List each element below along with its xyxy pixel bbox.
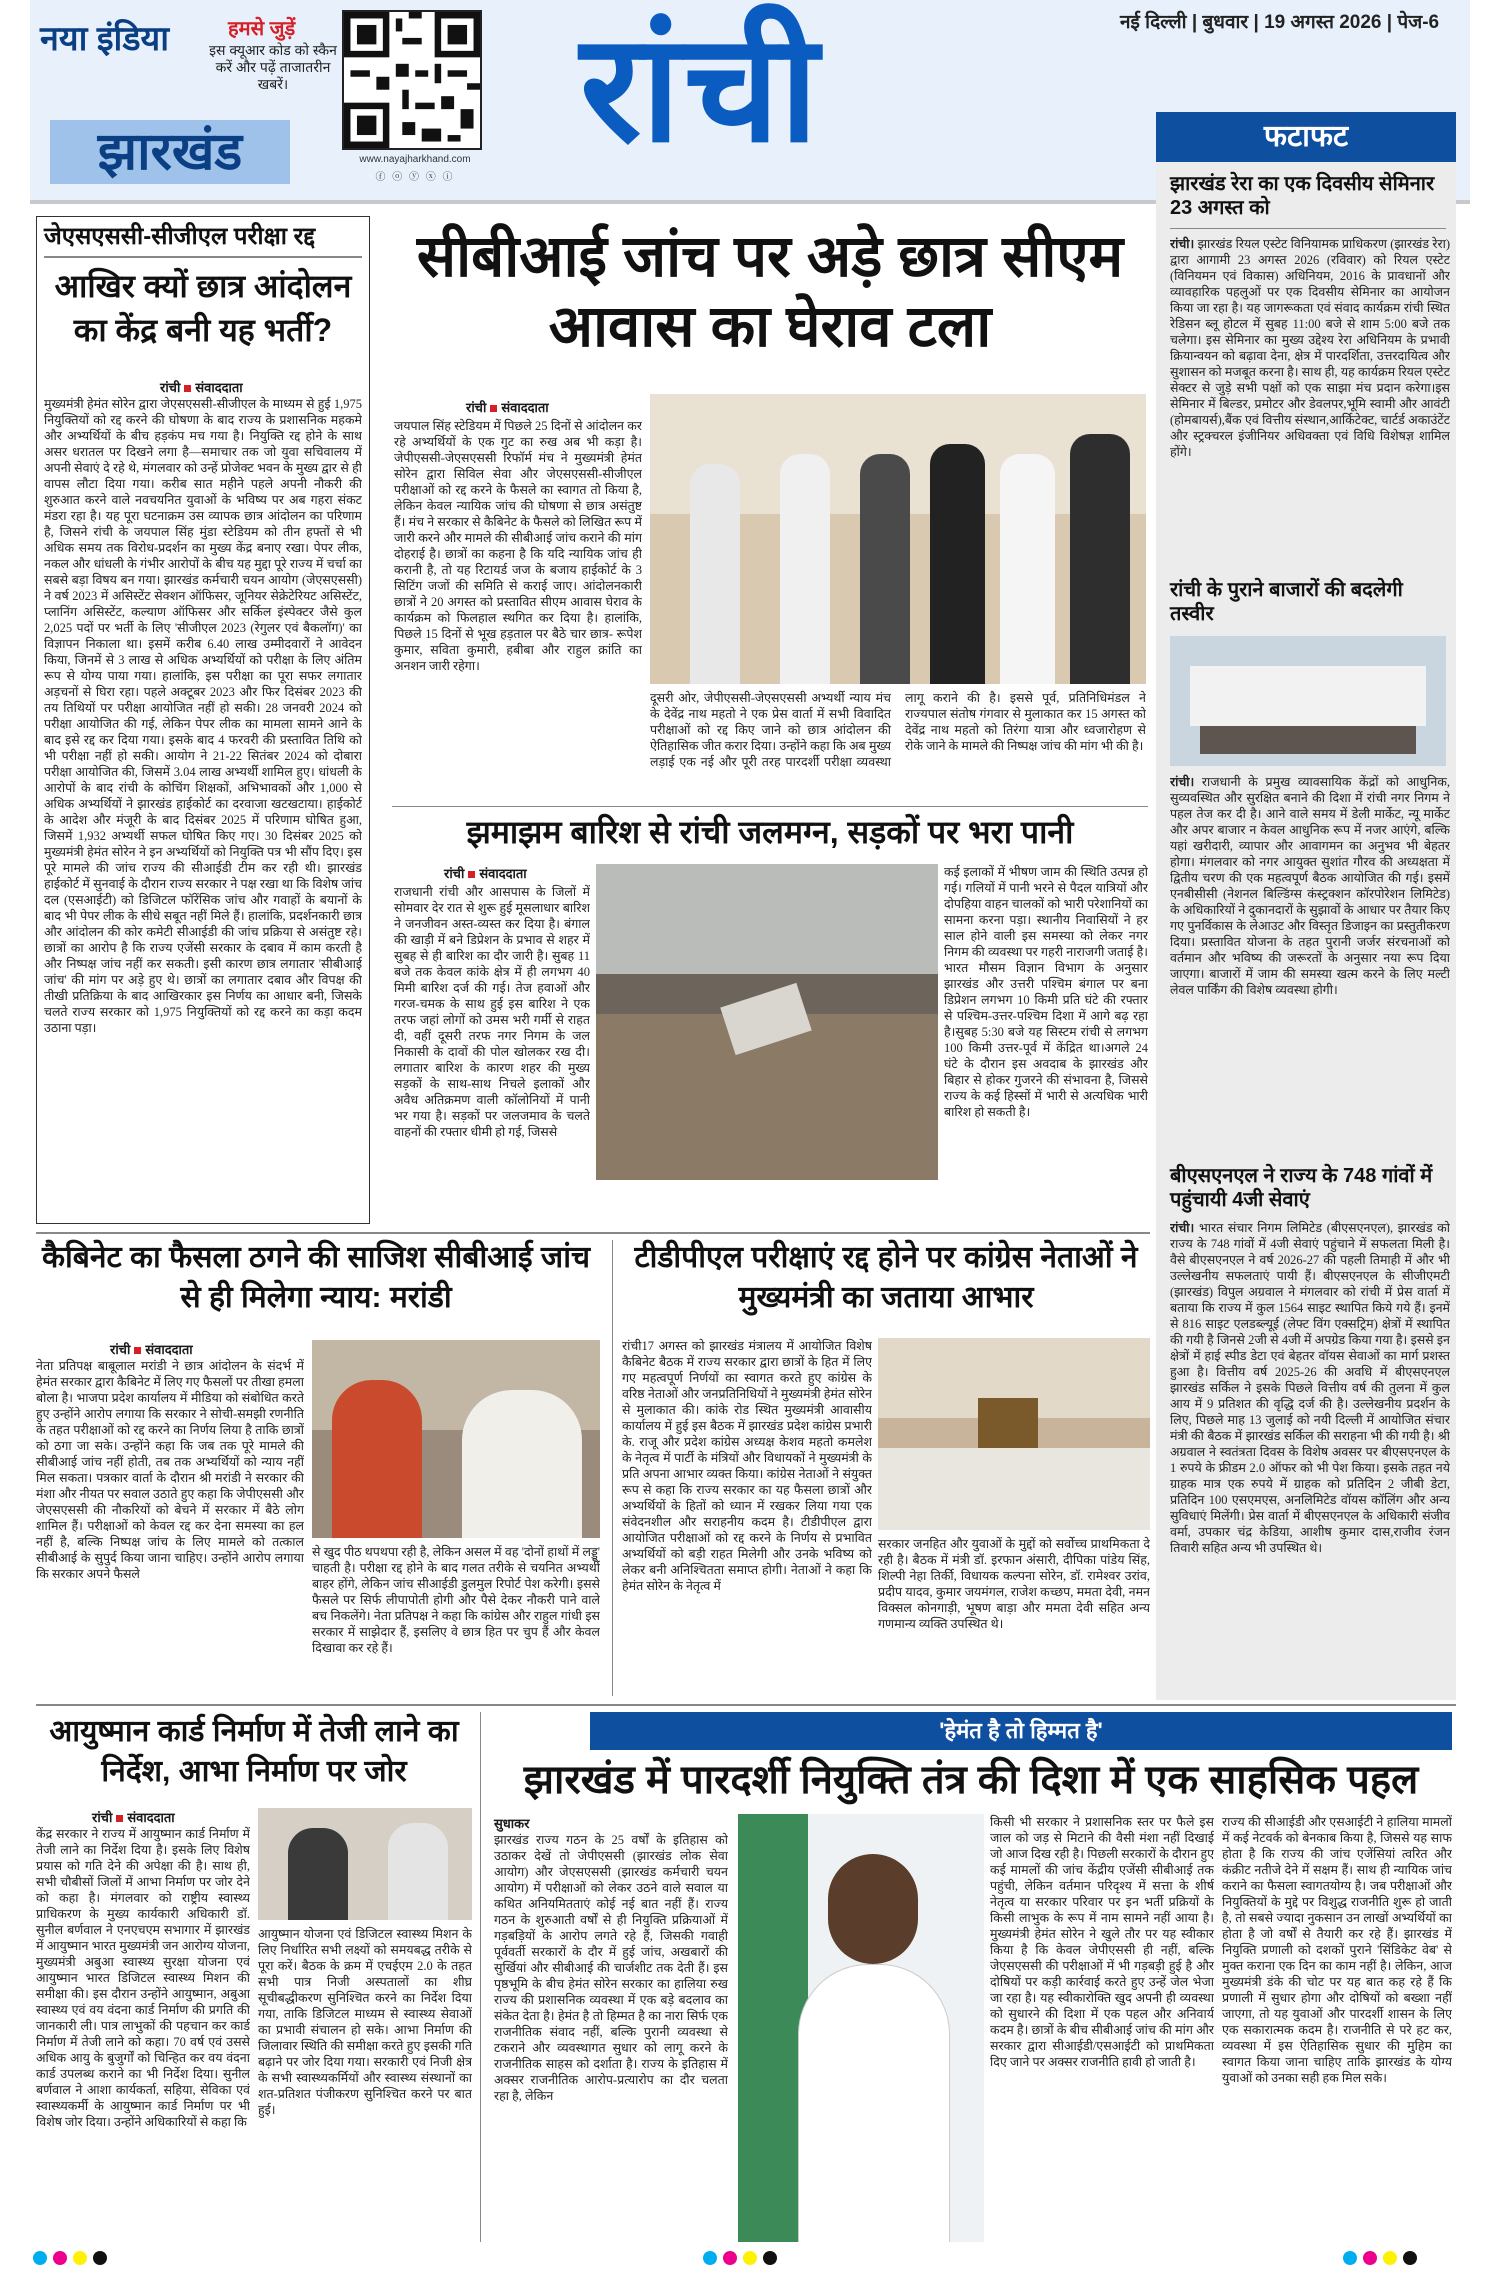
story-g-body-3: राज्य की सीआईडी और एसआईटी ने हालिया मामलों में कई नेटवर्क को बेनकाब किया है, जिससे यह साफ होता है कि राज्य की जांच एजेंसियां त्वरित और कंक्रीट नतीजे देने में सक्षम हैं। साथ ही न्यायिक जांच कराने का फैसला स्वागतयोग्य है। जब परीक्षाओं और नियुक्तियों के मुद्दे पर विशुद्ध राजनीति शुरू हो जाती है, तो सबसे ज्यादा नुकसान उन लाखों अभ्यर्थियों का होता है जो वर्षों से तैयारी कर रहे हैं। झारखंड में नियुक्ति प्रणाली को दशकों पुराने 'सिंडिकेट वेब' से मुक्त कराना एक दिन का काम नहीं है। लेकिन, आज मुख्यमंत्री डंके की चोट पर यह बात कह रहे हैं कि प्रणाली में सुधार होगा और दोषियों को बख्शा नहीं जाएगा, तो यह युवाओं और पारदर्शी शासन के लिए एक सकारात्मक कदम है। राजनीति से परे हट कर, व्यवस्था में इस ऐतिहासिक सुधार की मुहिम का स्वागत किया जाना चाहिए ताकि झारखंड के योग्य युवाओं को उनका सही हक मिल सके। [1222, 1815, 1452, 2085]
print-registration-bar [0, 2247, 1500, 2269]
divider [36, 1704, 1456, 1706]
social-icons: ⓕ ⓞ ⓨ ⓧ ⓘ [375, 172, 455, 183]
sidebar-story2-headline[interactable]: रांची के पुराने बाजारों की बदलेगी तस्वीर [1170, 579, 1403, 625]
story-b-body-2: दूसरी ओर, जेपीएससी-जेएसएससी अभ्यर्थी न्याय मंच के देवेंद्र नाथ महतो ने एक प्रेस वार्ता में सभी विवादित परीक्षाओं को रद्द किए जाने को छात्र आंदोलन की ऐतिहासिक जीत करार दिया। उन्होंने कहा कि अब मुख्य लड़ाई एक नई और पूरी तरह पारदर्शी परीक्षा व्यवस्था लागू कराने की है। इससे पूर्व, प्रतिनिधिमंडल ने राज्यपाल संतोष गंगवार से मुलाकात कर 15 अगस्त को देवेंद्र नाथ महतो को तिरंगा यात्रा और ध्वजारोहण से रोके जाने के मामले की निष्पक्ष जांच की मांग भी की है। [650, 691, 1146, 769]
story-d-body-2: से खुद पीठ थपथपा रही है, लेकिन असल में वह 'दोनों हाथों में लड्डू' चाहती है। परीक्षा रद्द होने के बाद गलत तरीके से चयनित अभ्यर्थी बाहर होंगे, लेकिन जांच सीआईडी डुलमुल रिपोर्ट पेश करेगी। इससे फैसले पर सिर्फ लीपापोती होगी और पैसे देकर नौकरी पाने वाले बच निकलेंगे। नेता प्रतिपक्ष ने कहा कि कांग्रेस और राहुल गांधी इस सरकार में साझेदार हैं, इसलिए वे छात्र हित पर चुप हैं और केवल दिखावा कर रहे हैं। [312, 1545, 600, 1655]
story-b-body: जयपाल सिंह स्टेडियम में पिछले 25 दिनों से आंदोलन कर रहे अभ्यर्थियों के एक गुट का रुख अब भी कड़ा है। जेपीएससी-जेएसएससी रिफॉर्म मंच ने मुख्यमंत्री हेमंत सोरेन द्वारा सिविल सेवा और जेएसएससी-सीजीएल परीक्षाओं को रद्द करने के फैसले का स्वागत तो किया है, लेकिन केवल न्यायिक जांच की घोषणा से छात्र असंतुष्ट हैं। मंच ने सरकार से कैबिनेट के फैसले को लिखित रूप में जारी करने और मामले की सीबीआई जांच कराने की मांग दोहराई है। छात्रों का कहना है कि यदि न्यायिक जांच ही करानी है, तो यह रिटायर्ड जज के बजाय हाईकोर्ट के 3 सिटिंग जजों की समिति से कराई जाए। आंदोलनकारी छात्रों ने 20 अगस्त को प्रस्तावित सीएम आवास घेराव के कार्यक्रम को फिलहाल स्थगित कर दिया है। हालांकि, पिछले 15 दिनों से भूख हड़ताल पर बैठे चार छात्र- रूपेश कुमार, सविता कुमारी, हबीबा और राहुल क्रांति का अनशन जारी रहेगा। [394, 419, 642, 673]
press-conference-photo [312, 1340, 600, 1538]
congress-meeting-photo [878, 1338, 1150, 1530]
sidebar-story1-body: रांची। झारखंड रियल एस्टेट विनियामक प्राधिकरण (झारखंड रेरा) द्वारा आगामी 23 अगस्त 2026 (रविवार) को रियल एस्टेट (विनियमन एवं विकास) अधिनियम, 2016 के प्रावधानों और व्यावहारिक पहलुओं पर एक दिवसीय सेमिनार का आयोजन किया जा रहा है। यह जागरूकता एवं संवाद कार्यक्रम रांची स्थित रेडिसन ब्लू होटल में सुबह 11:00 बजे से शाम 5:00 बजे तक चलेगा। इस सेमिनार का मुख्य उद्देश्य रेरा अधिनियम के प्रभावी क्रियान्वयन को बढ़ावा देना, क्षेत्र में पारदर्शिता, उत्तरदायित्व और सुशासन को मजबूत करना है। साथ ही, यह कार्यक्रम रियल एस्टेट सेक्टर से जुड़े सभी पक्षों को एक साझा मंच प्रदान करेगा।इस सेमिनार में बिल्डर, प्रमोटर और डेवलपर,भूमि स्वामी और आवंटी (होमबायर्स),बैंक एवं वित्तीय संस्थान,आर्किटेक्ट, चार्टर्ड अकाउंटेंट और स्ट्रक्चरल इंजीनियर अधिवक्ता एवं विधि विशेषज्ञ शामिल होंगे। [1170, 237, 1450, 459]
story-d-body: नेता प्रतिपक्ष बाबूलाल मरांडी ने छात्र आंदोलन के संदर्भ में हेमंत सरकार द्वारा कैबिनेट में लिए गए फैसलों पर तीखा हमला बोला है। भाजपा प्रदेश कार्यालय में मीडिया को संबोधित करते हुए उन्होंने आरोप लगाया कि सरकार ने सोची-समझी रणनीति के तहत परीक्षाओं को रद्द करने का निर्णय लिया है ताकि छात्रों को ठगा जा सके। उन्होंने कहा कि जब तक पूरे मामले की सीबीआई जांच नहीं होती, तब तक अभ्यर्थियों को न्याय नहीं मिल सकता। पत्रकार वार्ता के दौरान श्री मरांडी ने सरकार की मंशा और नीयत पर सवाल उठाते हुए कहा कि जेपीएससी और जेएसएससी की नौकरियों को बेचने में सरकार में बैठे लोग शामिल हैं। परीक्षाओं को केवल रद्द कर देना समस्या का हल नहीं है, बल्कि निष्पक्ष जांच के लिए मामले को तत्काल सीबीआई के सुपुर्द किया जाना चाहिए। उन्होंने आरोप लगाया कि सरकार अपने फैसले [36, 1359, 304, 1581]
bullet-icon [184, 385, 191, 392]
story-e-body: रांची17 अगस्त को झारखंड मंत्रालय में आयोजित विशेष कैबिनेट बैठक में राज्य सरकार द्वारा छात्रों के हित में लिए गए महत्वपूर्ण निर्णयों का स्वागत करते हुए कांग्रेस के वरिष्ठ नेताओं और जनप्रतिनिधियों ने मुख्यमंत्री हेमंत सोरेन से मुलाकात की। कांके रोड स्थित मुख्यमंत्री आवासीय कार्यालय में हुई इस बैठक में झारखंड प्रदेश कांग्रेस प्रभारी के. राजू और प्रदेश कांग्रेस अध्यक्ष केशव महतो कमलेश के नेतृत्व में पार्टी के मंत्रियों और विधायकों ने मुख्यमंत्री के प्रति अपना आभार व्यक्त किया। कांग्रेस नेताओं ने संयुक्त रूप से कहा कि राज्य सरकार का यह फैसला छात्रों और अभ्यर्थियों के हितों को ध्यान में रखकर लिया गया एक संवेदनशील और सराहनीय कदम है। टीडीपीएल द्वारा आयोजित परीक्षाओं को रद्द करने के निर्णय से प्रभावित अभ्यर्थियों को बड़ी राहत मिलेगी और उनके भविष्य को लेकर बनी अनिश्चितता समाप्त होगी। नेताओं ने कहा कि हेमंत सोरेन के नेतृत्व में [622, 1339, 872, 1593]
story-a-kicker: जेएसएससी-सीजीएल परीक्षा रद्द [44, 223, 316, 250]
story-c-body: राजधानी रांची और आसपास के जिलों में सोमवार देर रात से शुरू हुई मूसलाधार बारिश ने जनजीवन अस्त-व्यस्त कर दिया है। बंगाल की खाड़ी में बने डिप्रेशन के प्रभाव से शहर में सुबह से ही बारिश का दौर जारी है। सुबह 11 बजे तक केवल कांके क्षेत्र में ही लगभग 40 मिमी बारिश दर्ज की गई। तेज हवाओं और गरज-चमक के साथ हुई इस बारिश ने एक तरफ जहां लोगों को उमस भरी गर्मी से राहत दी, वहीं दूसरी तरफ नगर निगम के जल निकासी के दावों की पोल खोलकर रख दी। लगातार बारिश के कारण शहर की मुख्य सड़कों के साथ-साथ निचले इलाकों और अवैध अतिक्रमण वाली कॉलोनियों में पानी भर गया है। सड़कों पर जलजमाव के चलते वाहनों की रफ्तार धीमी हो गई, जिससे [394, 885, 590, 1139]
bullet-icon [116, 1815, 123, 1822]
story-c-body-2: कई इलाकों में भीषण जाम की स्थिति उत्पन्न हो गई। गलियों में पानी भरने से पैदल यात्रियों और दोपहिया वाहन चालकों को भारी परेशानियों का सामना करना पड़ा। स्थानीय निवासियों ने हर साल होने वाली इस समस्या को लेकर नगर निगम की व्यवस्था पर गहरी नाराजगी जताई है। भारत मौसम विज्ञान विभाग के अनुसार झारखंड और उत्तरी पश्चिम बंगाल पर बना डिप्रेशन लगभग 10 किमी प्रति घंटे की रफ्तार से पश्चिम-उत्तर-पश्चिम दिशा में आगे बढ़ रहा है।सुबह 5:30 बजे यह सिस्टम रांची से लगभग 100 किमी उत्तर-पूर्व में केंद्रित था।अगले 24 घंटे के दौरान इस अवदाब के झारखंड और बिहार से होकर गुजरने की संभावना है, जिससे राज्य के कई हिस्सों में भारी से अत्यधिक भारी बारिश हो सकती है। [944, 865, 1148, 1119]
section-city: रांची [580, 4, 823, 172]
story-g-headline[interactable]: झारखंड में पारदर्शी नियुक्ति तंत्र की दिशा में एक साहसिक पहल [523, 1758, 1419, 1802]
qr-code-icon[interactable] [342, 10, 482, 150]
divider [1170, 228, 1446, 229]
story-e-headline[interactable]: टीडीपीएल परीक्षाएं रद्द होने पर कांग्रेस नेताओं ने मुख्यमंत्री का जताया आभार [634, 1241, 1138, 1314]
story-d-byline: रांची संवाददाता [110, 1342, 193, 1357]
story-a-headline[interactable]: आखिर क्यों छात्र आंदोलन का केंद्र बनी यह भर्ती? [54, 268, 352, 348]
story-c-byline: रांची संवाददाता [444, 866, 527, 881]
qr-url: www.nayajharkhand.com [359, 154, 471, 165]
bullet-icon [468, 871, 475, 878]
dateline: नई दिल्ली | बुधवार | 19 अगस्त 2026 | पेज-6 [1120, 12, 1440, 33]
divider [392, 806, 1148, 807]
bullet-icon [490, 405, 497, 412]
sidebar-story1-headline[interactable]: झारखंड रेरा का एक दिवसीय सेमिनार 23 अगस्त को [1170, 173, 1435, 219]
story-g-body: झारखंड राज्य गठन के 25 वर्षों के इतिहास को उठाकर देखें तो जेपीएससी (झारखंड लोक सेवा आयोग) और जेएसएससी (झारखंड कर्मचारी चयन आयोग) में परीक्षाओं को लेकर उठने वाले सवाल या कथित अनियमितताएं कोई नई बात नहीं हैं। राज्य गठन के शुरुआती वर्षों से ही नियुक्ति प्रक्रियाओं में गड़बड़ियों के आरोप लगते रहे हैं, जिसकी गवाही पूर्ववर्ती सरकारों के दौर में हुई जांच, अखबारों की सुर्खियां और सीबीआई की चार्जशीट तक देती हैं। इस पृष्ठभूमि के बीच हेमंत सोरेन सरकार का हालिया रुख राज्य की प्रशासनिक व्यवस्था में एक बड़े बदलाव का संकेत देता है। हेमंत है तो हिम्मत है का नारा सिर्फ एक राजनीतिक संवाद नहीं, बल्कि पुरानी व्यवस्था से टकराने और व्यवस्थागत सुधार को लागू करने के राजनीतिक साहस को दर्शाता है। राज्य के इतिहास में अक्सर राजनीतिक आरोप-प्रत्यारोप का दौर चलता रहा है, लेकिन [494, 1833, 728, 2103]
story-f-body-2: आयुष्मान योजना एवं डिजिटल स्वास्थ्य मिशन के लिए निर्धारित सभी लक्ष्यों को समयबद्ध तरीके से पूरा करें। बैठक के क्रम में एचईएम 2.0 के तहत सभी पात्र निजी अस्पतालों का शीघ्र सूचीबद्धीकरण सुनिश्चित करने का निर्देश दिया गया, ताकि डिजिटल माध्यम से स्वास्थ्य सेवाओं का प्रभावी संचालन हो सके। आभा निर्माण की जिलावार स्थिति की समीक्षा करते हुए इसकी गति बढ़ाने पर जोर दिया गया। सरकारी एवं निजी क्षेत्र के सभी स्वास्थ्यकर्मियों और स्वास्थ्य संस्थानों का शत-प्रतिशत पंजीकरण सुनिश्चित करने पर बात हुई। [258, 1927, 472, 2117]
connect-title: हमसे जुड़ें [228, 18, 296, 40]
story-g-byline: सुधाकर [494, 1816, 530, 1831]
chief-minister-photo [738, 1814, 984, 2242]
story-g-tagline: 'हेमंत है तो हिम्मत है' [590, 1712, 1452, 1750]
story-b-headline[interactable]: सीबीआई जांच पर अड़े छात्र सीएम आवास का घेराव टला [416, 224, 1124, 359]
divider [44, 256, 362, 258]
divider [36, 1232, 1150, 1234]
story-d-headline[interactable]: कैबिनेट का फैसला ठगने की साजिश सीबीआई जांच से ही मिलेगा न्याय: मरांडी [41, 1241, 591, 1314]
bullet-icon [134, 1347, 141, 1354]
story-b-byline: रांची संवाददाता [466, 400, 549, 415]
story-c-headline[interactable]: झमाझम बारिश से रांची जलमग्न, सड़कों पर भरा पानी [466, 814, 1074, 850]
story-g-body-2: किसी भी सरकार ने प्रशासनिक स्तर पर फैले इस जाल को जड़ से मिटाने की वैसी मंशा नहीं दिखाई जो आज दिख रही है। पिछली सरकारों के दौरान हुए कई मामलों की जांच केंद्रीय एजेंसी सीबीआई तक पहुंची, लेकिन वर्तमान परिदृश्य में सत्ता के शीर्ष नेतृत्व या सरकार परिवार पर इन भर्ती प्रक्रियों के किसी लाभुक के रूप में नाम सामने नहीं आया है। मुख्यमंत्री हेमंत सोरेन ने खुले तौर पर यह स्वीकार किया है कि केवल जेपीएससी ही नहीं, बल्कि जेएसएससी की परीक्षाओं में भी गड़बड़ी हुई है और दोषियों पर कड़ी कार्रवाई करते हुए उन्हें जेल भेजा जा रहा है। यह स्वीकारोक्ति खुद अपनी ही व्यवस्था को सुधारने की दिशा में एक पहल और अनिवार्य कदम है। छात्रों के बीच सीबीआई जांच की मांग और सरकार द्वारा सीआईडी/एसआईटी को प्राथमिकता दिए जाने पर अक्सर राजनीति हावी हो जाती है। [990, 1815, 1214, 2069]
story-f-headline[interactable]: आयुष्मान कार्ड निर्माण में तेजी लाने का निर्देश, आभा निर्माण पर जोर [49, 1715, 459, 1788]
story-a-body: मुख्यमंत्री हेमंत सोरेन द्वारा जेएसएससी-सीजीएल के माध्यम से हुई 1,975 नियुक्तियों को रद्द करने की घोषणा के बाद राज्य के प्रशासनिक महकमे और अभ्यर्थियों के बीच हड़कंप मच गया है। नियुक्ति रद्द होने के साथ असर धरातल पर दिखने लगा है—समाचार तक जो युवा सचिवालय में अपनी सेवाएं दे रहे थे, मंगलवार को उन्हें प्रोजेक्ट भवन के मुख्य द्वार से ही वापस लौटा दिया गया। करीब सात महीने पहले अपनी नौकरी की शुरुआत करने वाले नवचयनित युवाओं के भविष्य पर अब गहरा संकट मंडरा रहा है। यह पूरा घटनाक्रम उस व्यापक छात्र आंदोलन का परिणाम है, जिसने रांची के जयपाल सिंह मुंडा स्टेडियम को तीन हफ्तों से भी अधिक समय तक विरोध-प्रदर्शन का मुख्य केंद्र बनाए रखा। पेपर लीक, नकल और धांधली के गंभीर आरोपों के बीच यह मुद्दा पूरे राज्य में चर्चा का सबसे बड़ा विषय बन गया। झारखंड कर्मचारी चयन आयोग (जेएसएससी) ने वर्ष 2023 में असिस्टेंट सेक्शन ऑफिसर, जूनियर सेक्रेटेरियट असिस्टेंट, प्लानिंग असिस्टेंट, कल्याण ऑफिसर और सर्किल इंस्पेक्टर जैसे कुल 2,025 पदों पर भर्ती के लिए 'सीजीएल 2023 (रेगुलर एवं बैकलॉग)' का विज्ञापन निकाला था। इसमें करीब 6.40 लाख उम्मीदवारों ने आवेदन किया, जिनमें से 3 लाख से अधिक अभ्यर्थियों को परीक्षा के लिए अंतिम रूप से योग्य पाया गया। हालांकि, इस परीक्षा का पूरा सफर लगातार अड़चनों से घिरा रहा। पहले अक्टूबर 2023 और फिर दिसंबर 2023 की तय तिथियों पर परीक्षा आयोजित नहीं हो सकी। 28 जनवरी 2024 को परीक्षा आयोजित की गई, लेकिन पेपर लीक का मामला सामने आने के बाद इसे रद्द कर दिया गया। इसके बाद 4 फरवरी की प्रस्तावित तिथि को भी परीक्षा नहीं हो सकी। आयोग ने 21-22 सितंबर 2024 को दोबारा परीक्षा आयोजित की, जिसमें 3.04 लाख अभ्यर्थी शामिल हुए। धांधली के आरोपों के बाद रांची के कोचिंग शिक्षकों, अभिभावकों और 1,000 से अधिक अभ्यर्थियों ने झारखंड हाईकोर्ट का दरवाजा खटखटाया। हाईकोर्ट के आदेश और मंजूरी के बाद दिसंबर 2025 में परिणाम घोषित हुआ, जिसमें 1,932 अभ्यर्थी सफल घोषित किए गए। 30 दिसंबर 2025 को मुख्यमंत्री हेमंत सोरेन ने इन अभ्यर्थियों को नियुक्ति पत्र भी सौंप दिए। इस पूरे मामले की जांच राज्य की सीआईडी टीम कर रही थी। झारखंड हाईकोर्ट में सुनवाई के दौरान राज्य सरकार ने पक्ष रखा था कि विशेष जांच दल (एसआईटी) को डिजिटल फॉरेंसिक जांच और गवाहों के बयानों के बाद भी पेपर लीक के सीधे सबूत नहीं मिले हैं। हालांकि, प्रदर्शनकारी छात्र और आंदोलन की कोर कमेटी सीआईडी की जांच प्रक्रिया से असंतुष्ट रहे। छात्रों का आरोप है कि राज्य एजेंसी सरकार के दबाव में काम करती है और निष्पक्ष जांच नहीं कर सकती। इसी कारण छात्र लगातार 'सीबीआई जांच' की मांग पर अड़े हुए थे। छात्रों का लगातार दबाव और विपक्ष की तीखी प्रतिक्रिया के बाद आखिरकार इस निर्णय का आधार बनी, जिसके चलते राज्य सरकार को 1,975 नियुक्तियों को रद्द करने का कड़ा कदम उठाना पड़ा। [44, 397, 362, 1035]
sidebar-story2-body: रांची। राजधानी के प्रमुख व्यावसायिक केंद्रों को आधुनिक, सुव्यवस्थित और सुरक्षित बनाने की दिशा में रांची नगर निगम ने पहल तेज कर दी है। आने वाले समय में डेली मार्केट, न्यू मार्केट और अपर बाजार न केवल आधुनिक रूप में नजर आएंगे, बल्कि यहां खरीदारी, व्यापार और आवागमन का अनुभव भी बेहतर होगा। मंगलवार को नगर आयुक्त सुशांत गौरव की अध्यक्षता में द्वितीय चरण की एक महत्वपूर्ण बैठक आयोजित की गई। इसमें एनबीसीसी (नेशनल बिल्डिंग्स कंस्ट्रक्शन कॉरपोरेशन लिमिटेड) के अधिकारियों ने दुकानदारों के सुझावों के आधार पर तैयार किए गए पुनर्विकास के लेआउट और विस्तृत डिजाइन का प्रस्तुतीकरण दिया। प्रस्तावित योजना के तहत पुरानी जर्जर संरचनाओं को वर्तमान और भविष्य की जरूरतों के अनुसार नया रूप दिया जाएगा। बाजारों में जाम की समस्या खत्म करने के लिए मल्टी लेवल पार्किंग की विशेष व्यवस्था होगी। [1170, 775, 1450, 997]
flood-photo [596, 864, 938, 1180]
divider [480, 1712, 481, 2242]
health-review-photo [258, 1808, 472, 1920]
connect-text: इस क्यूआर कोड को स्कैन करें और पढ़ें ताजातरीन खबरें। [209, 42, 337, 92]
story-f-byline: रांची संवाददाता [92, 1810, 175, 1825]
story-a-byline: रांची संवाददाता [160, 380, 243, 395]
sidebar-story3-headline[interactable]: बीएसएनएल ने राज्य के 748 गांवों में पहुंचायी 4जी सेवाएं [1170, 1165, 1433, 1211]
brand-logo: नया इंडिया [40, 20, 170, 58]
market-photo [1170, 636, 1446, 766]
sidebar-title: फटाफट [1156, 112, 1456, 162]
section-state: झारखंड [50, 120, 290, 184]
story-f-body: केंद्र सरकार ने राज्य में आयुष्मान कार्ड निर्माण में तेजी लाने का निर्देश दिया है। इसके लिए विशेष प्रयास को गति देने की अपेक्षा की है। साथ ही, सभी चौबीसों जिलों में आभा निर्माण पर जोर देने को कहा है। मंगलवार को राष्ट्रीय स्वास्थ्य प्राधिकरण के मुख्य कार्यकारी अधिकारी डॉ. सुनील बर्णवाल ने एनएचएम सभागार में झारखंड में आयुष्मान भारत मुख्यमंत्री जन आरोग्य योजना, मुख्यमंत्री अबुआ स्वास्थ्य सुरक्षा योजना एवं आयुष्मान भारत डिजिटल स्वास्थ्य मिशन की समीक्षा की। इस दौरान उन्होंने आयुष्मान, अबुआ स्वास्थ्य एवं वय वंदना कार्ड निर्माण की प्रगति की जानकारी ली। पात्र लाभुकों की पहचान कर कार्ड निर्माण में तेजी लाने को कहा। 70 वर्ष एवं उससे अधिक आयु के बुजुर्गों को चिन्हित कर वय वंदना कार्ड उपलब्ध कराने का भी निर्देश दिया। सुनील बर्णवाल ने आशा कार्यकर्ता, सहिया, सेविका एवं स्वास्थ्यकर्मी के आयुष्मान कार्ड निर्माण पर भी विशेष जोर दिया। उन्होंने अधिकारियों से कहा कि [36, 1827, 250, 2129]
students-meeting-photo [650, 394, 1146, 684]
story-e-body-2: सरकार जनहित और युवाओं के मुद्दों को सर्वोच्च प्राथमिकता दे रही है। बैठक में मंत्री डॉ. इरफान अंसारी, दीपिका पांडेय सिंह, शिल्पी नेहा तिर्की, विधायक कल्पना सोरेन, डॉ. रामेश्वर उरांव, प्रदीप यादव, कुमार जयमंगल, राजेश कच्छप, ममता देवी, नमन विक्सल कोनगाड़ी, भूषण बाड़ा और ममता देवी सहित अन्य गणमान्य व्यक्ति उपस्थित थे। [878, 1537, 1150, 1631]
divider [612, 1240, 613, 1696]
sidebar-story3-body: रांची। भारत संचार निगम लिमिटेड (बीएसएनएल), झारखंड को राज्य के 748 गांवों में 4जी सेवाएं पहुंचाने में सफलता मिली है। वैसे बीएसएनएल ने वर्ष 2026-27 की पहली तिमाही में और भी उल्लेखनीय सफलताएं पायी हैं। बीएसएनएल के सीजीएमटी (झारखंड) विपुल अग्रवाल ने मंगलवार को रांची में प्रेस वार्ता में बताया कि राज्य में कुल 1564 साइट स्थापित किये गये हैं। इनमें से 816 साइट एलडब्ल्यूई (लेफ्ट विंग एक्सट्रिम) क्षेत्रों में स्थापित की गयी है जिनसे 2जी से 4जी में अपग्रेड किया गया है। इससे इन क्षेत्रों में हाई स्पीड डेटा एवं बेहतर वॉयस सेवाओं का मार्ग प्रशस्त हुआ है। वित्तीय वर्ष 2025-26 की अवधि में बीएसएनएल झारखंड सर्किल ने इसके पिछले वित्तीय वर्ष की तुलना में कुल आय में 9 प्रतिशत की वृद्धि दर्ज की है। उल्लेखनीय प्रदर्शन के लिए, पिछले माह 13 जुलाई को नयी दिल्ली में आयोजित संचार मंत्री की बैठक में झारखंड सर्किल की सराहना भी की गयी है। श्री अग्रवाल ने स्वतंत्रता दिवस के विशेष अवसर पर बीएसएनएल के 1 रुपये के फ्रीडम 2.0 ऑफर को भी पेश किया। इसके तहत नये ग्राहक मात्र एक रुपये में ग्राहक को प्रतिदिन 2 जीबी डेटा, प्रतिदिन 100 एसएमएस, अनलिमिटेड वॉयस कॉलिंग और अन्य सुविधाएं मिलेंगी। प्रेस वार्ता में बीएसएनएल के अधिकारी संजीव वर्मा, उपकार चंद्र केडिया, आशीष कुमार दास,राजीव रंजन तिवारी सहित अन्य भी उपस्थित थे। [1170, 1221, 1450, 1555]
